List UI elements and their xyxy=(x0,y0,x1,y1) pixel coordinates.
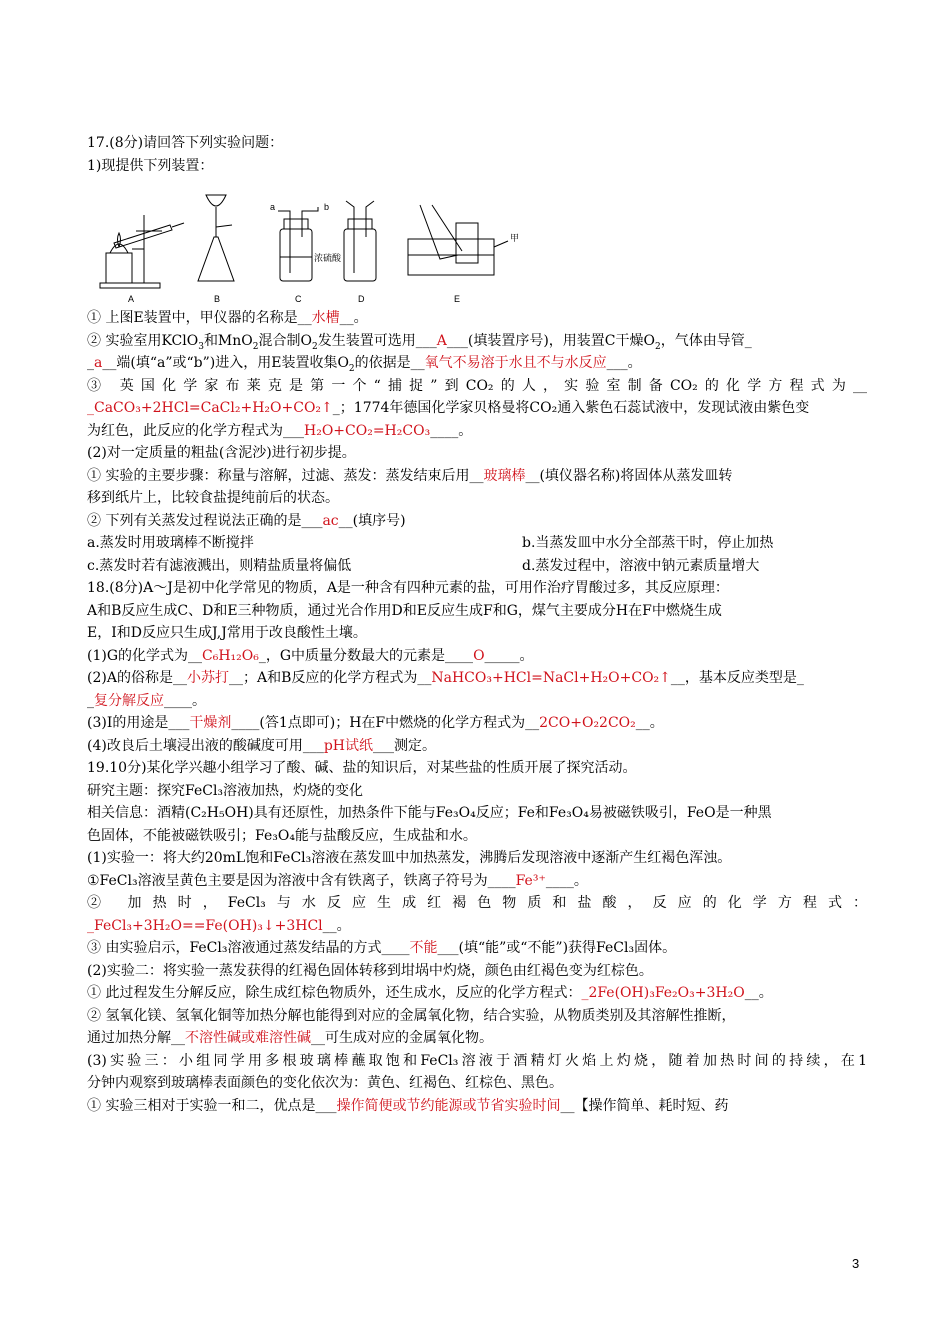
q17-item3-cont2: 为红色，此反应的化学方程式为___H₂O+CO₂=H₂CO₃____。 xyxy=(87,422,473,439)
answer: 2CO+O₂2CO₂ xyxy=(539,715,636,731)
q19-exp1-item2: ② 加热时，FeCl₃与水反应生成红褐色物质和盐酸，反应的化学方程式： xyxy=(87,895,867,911)
q19-exp1-item3: ③ 由实验启示，FeCl₃溶液通过蒸发结晶的方式____不能___(填“能”或“不能”)获得FeCl₃固体。 xyxy=(87,940,677,956)
q19-info-1: 相关信息：酒精(C₂H₅OH)具有还原性，加热条件下能与Fe₃O₄反应；Fe和Fe₃O₄易被磁铁吸引，FeO是一种黑 xyxy=(87,805,772,821)
q17-title: 17.(8分)请回答下列实验问题： xyxy=(87,135,284,151)
label-port-b: b xyxy=(324,202,330,212)
q18-sub3: (3)I的用途是___干燥剂____(答1点即可)；H在F中燃烧的化学方程式为__2CO+O₂2CO₂__。 xyxy=(87,715,664,731)
answer: 干燥剂 xyxy=(189,715,232,731)
q19-topic: 研究主题：探究FeCl₃溶液加热，灼烧的变化 xyxy=(87,782,364,799)
q19-exp2-item1: ① 此过程发生分解反应，除生成红棕色物质外，还生成水，反应的化学方程式：_2Fe(OH)₃Fe₂O₃+3H₂O__。 xyxy=(87,985,773,1001)
q19-exp3: (3)实验三：小组同学用多根玻璃棒蘸取饱和FeCl₃溶液于酒精灯火焰上灼烧，随着加热时间的持续，在1 xyxy=(87,1052,867,1069)
answer: 操作简便或节约能源或节省实验时间 xyxy=(336,1097,561,1114)
answer: Fe³⁺ xyxy=(515,872,546,889)
answer: O xyxy=(473,647,485,664)
q18-sub1: (1)G的化学式为__C₆H₁₂O₆_，G中质量分数最大的元素是____O_____。 xyxy=(87,647,534,664)
answer: 玻璃棒 xyxy=(483,467,526,484)
label-port-a: a xyxy=(270,202,276,212)
label-sulfuric-acid: 浓硫酸 xyxy=(314,253,342,263)
q19-exp2: (2)实验二：将实验一蒸发获得的红褐色固体转移到坩埚中灼烧，颜色由红褐色变为红棕色。 xyxy=(87,962,653,979)
answer: ac xyxy=(322,512,339,529)
answer: _2Fe(OH)₃Fe₂O₃+3H₂O xyxy=(581,985,745,1001)
q18-sub2-cont: _复分解反应____。 xyxy=(87,692,206,709)
q19-title: 19.10分)某化学兴趣小组学习了酸、碱、盐的知识后，对某些盐的性质开展了探究活动。 xyxy=(87,760,637,776)
apparatus-e xyxy=(408,205,508,275)
q19-exp2-item2: ② 氢氧化镁、氢氧化铜等加热分解也能得到对应的金属氧化物，结合实验，从物质类别及其溶解性推断， xyxy=(87,1007,736,1024)
label-b: B xyxy=(214,294,221,304)
q19-exp1-item1: ①FeCl₃溶液呈黄色主要是因为溶液中含有铁离子，铁离子符号为____Fe³⁺____。 xyxy=(87,872,588,889)
q17-item2-cont: _a__端(填“a”或“b”)进入，用E装置收集$O_2$的依据是__氧气不易溶于水且不与水反应___。 xyxy=(87,355,642,374)
q17-item2: ② 实验室用KClO$_3$和MnO$_2$混合制$O_2$发生装置可选用___A___(填装置序号)，用装置C干燥$O_2$，气体由导管_ xyxy=(87,332,752,352)
q18-stem-1: 18.(8分)A～J是初中化学常见的物质，A是一种含有四种元素的盐，可用作治疗胃酸过多，其反应原理： xyxy=(87,580,729,596)
label-c: C xyxy=(295,294,302,304)
answer: NaHCO₃+HCl=NaCl+H₂O+CO₂↑ xyxy=(431,670,671,686)
apparatus-b xyxy=(198,195,234,281)
answer: 复分解反应 xyxy=(94,692,164,709)
q17-part1-intro: 1)现提供下列装置： xyxy=(87,157,214,174)
q18-sub4: (4)改良后土壤浸出液的酸碱度可用___pH试纸___测定。 xyxy=(87,737,437,754)
option-d: d.蒸发过程中，溶液中钠元素质量增大 xyxy=(522,557,760,574)
q17-part2-item1-cont: 移到纸片上，比较食盐提纯前后的状态。 xyxy=(87,490,339,506)
q18-sub2: (2)A的俗称是__小苏打__；A和B反应的化学方程式为__NaHCO₃+HCl=NaCl+H₂O+CO₂↑__，基本反应类型是_ xyxy=(87,670,804,686)
document-body xyxy=(87,132,867,1117)
q17-part2-intro: (2)对一定质量的粗盐(含泥沙)进行初步提。 xyxy=(87,445,356,461)
answer: H₂O+CO₂=H₂CO₃ xyxy=(304,422,431,439)
label-d: D xyxy=(358,294,365,304)
answer: 氧气不易溶于水且不与水反应 xyxy=(424,355,607,371)
apparatus-a xyxy=(100,215,184,288)
answer: C₆H₁₂O₆ xyxy=(202,647,259,664)
answer: A xyxy=(436,332,447,349)
answer: pH试纸 xyxy=(323,737,374,754)
q19-info-2: 色固体，不能被磁铁吸引；Fe₃O₄能与盐酸反应，生成盐和水。 xyxy=(87,827,477,844)
label-e: E xyxy=(454,294,461,304)
apparatus-d xyxy=(344,201,376,281)
q19-exp3-item1: ① 实验三相对于实验一和二，优点是___操作简便或节约能源或节省实验时间__【操作简单、耗时短、药 xyxy=(87,1097,729,1114)
option-a: a.蒸发时用玻璃棒不断搅拌 xyxy=(87,535,254,551)
q19-exp3-cont: 分钟内观察到玻璃棒表面颜色的变化依次为：黄色、红褐色、红棕色、黑色。 xyxy=(87,1075,563,1091)
q17-item3-cont: _CaCO₃+2HCl=CaCl₂+H₂O+CO₂↑_；1774年德国化学家贝格曼将CO₂通入紫色石蕊试液中，发现试液由紫色变 xyxy=(87,400,810,416)
apparatus-figure xyxy=(87,177,867,307)
answer: 不能 xyxy=(409,940,438,956)
options-row-2 xyxy=(87,555,867,578)
apparatus-diagram xyxy=(92,177,652,305)
q18-stem-2: A和B反应生成C、D和E三种物质，通过光合作用D和E反应生成F和G，煤气主要成分H在F中燃烧生成 xyxy=(87,602,722,619)
q19-exp1: (1)实验一：将大约20mL饱和FeCl₃溶液在蒸发皿中加热蒸发，沸腾后发现溶液中逐渐产生红褐色浑浊。 xyxy=(87,850,732,866)
apparatus-c xyxy=(278,207,318,281)
label-jia: 甲 xyxy=(510,233,520,243)
answer: 小苏打 xyxy=(186,670,229,686)
option-b: b.当蒸发皿中水分全部蒸干时，停止加热 xyxy=(522,535,774,551)
answer: 不溶性碱或难溶性碱 xyxy=(185,1030,311,1046)
answer: _FeCl₃+3H₂O==Fe(OH)₃↓+3HCl xyxy=(87,917,323,934)
label-a: A xyxy=(128,294,135,304)
q17-part2-item1: ① 实验的主要步骤：称量与溶解，过滤、蒸发：蒸发结束后用__玻璃棒__(填仪器名称)将固体从蒸发皿转 xyxy=(87,467,733,484)
page-number: 3 xyxy=(852,1256,860,1271)
option-c: c.蒸发时若有滤液溅出，则精盐质量将偏低 xyxy=(87,557,352,574)
answer: a xyxy=(94,355,103,371)
options-row-1 xyxy=(87,532,867,555)
answer: _CaCO₃+2HCl=CaCl₂+H₂O+CO₂↑ xyxy=(87,400,333,416)
q17-part2-item2: ② 下列有关蒸发过程说法正确的是___ac__(填序号) xyxy=(87,512,406,529)
q18-stem-3: E，I和D反应只生成J,J常用于改良酸性土壤。 xyxy=(87,625,367,641)
answer: 水槽 xyxy=(311,310,340,326)
q17-item1: ① 上图E装置中，甲仪器的名称是__水槽__。 xyxy=(87,310,368,326)
q19-exp1-item2-cont: _FeCl₃+3H₂O==Fe(OH)₃↓+3HCl__。 xyxy=(87,917,351,934)
q17-item3: ③ 英国化学家布莱克是第一个“捕捉”到CO₂的人，实验室制备CO₂的化学方程式为__ xyxy=(87,377,867,394)
q19-exp2-item2-cont: 通过加热分解__不溶性碱或难溶性碱__可生成对应的金属氧化物。 xyxy=(87,1030,493,1046)
